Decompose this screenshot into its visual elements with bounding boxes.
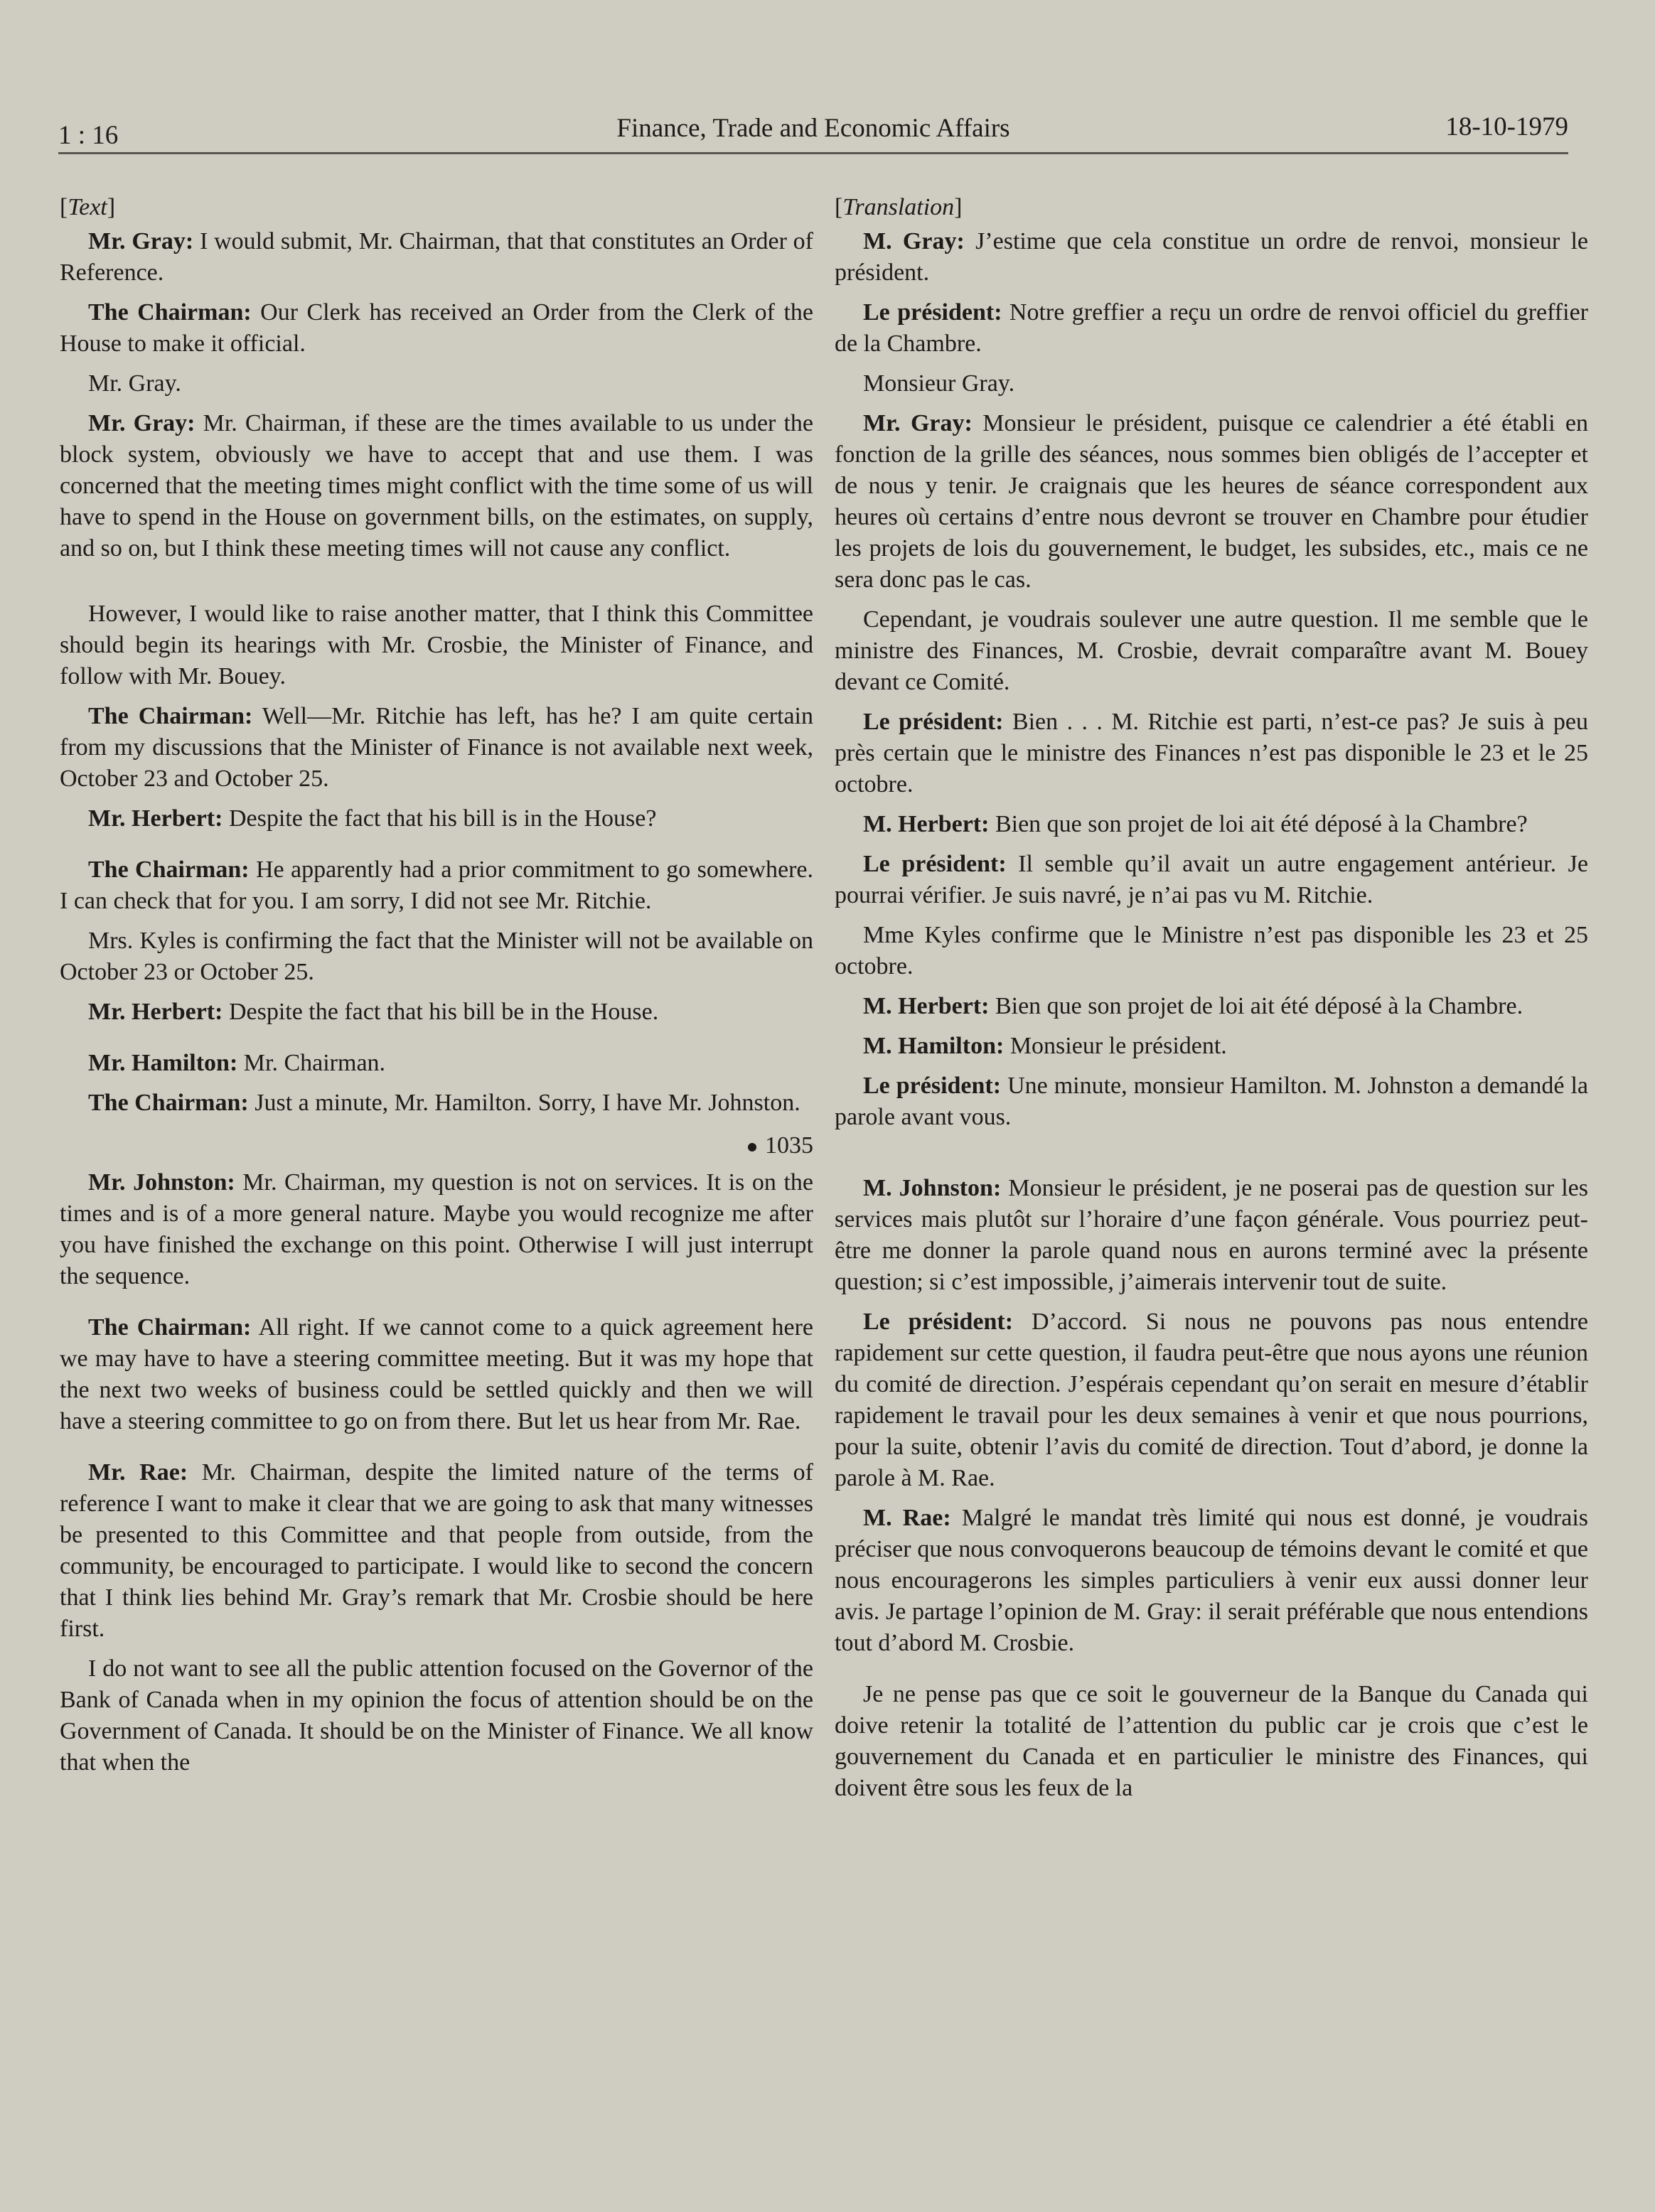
paragraph: Je ne pense pas que ce soit le gouverneur de la Banque du Canada qui doive retenir la totalité de l’attention du public car je crois que c’est le gouvernement du Canada et en particulier le ministre des Finances, qui doivent être sous les feux de la [835,1681,1588,1801]
speaker: M. Gray: [863,228,965,254]
page-header [58,112,1568,148]
paragraph: Mr. Gray. [88,370,181,397]
paragraph: Cependant, je voudrais soulever une autre question. Il me semble que le ministre des Finances, M. Crosbie, devrait comparaître avant M. Bouey devant ce Comité. [835,606,1588,695]
paragraph: Mr. Gray: Monsieur le président, puisque ce calendrier a été établi en fonction de la grille des séances, nous sommes bien obligés de l’accepter et de nous y tenir. Je craignais que les heures de séance correspondent aux heures où certains d’entre nous devront se trouver en Chambre pour étudier les projets de lois du gouvernement, le budget, les subsides, etc., mais ce ne sera donc pas le cas. [835,410,1589,593]
paragraph: M. Rae: Malgré le mandat très limité qui nous est donné, je voudrais préciser que nous convoquerons beaucoup de témoins devant le comité et que nous encouragerons les simples particuliers à venir eux aussi donner leur avis. Je partage l’opinion de M. Gray: il serait préférable que nous entendions tout d’abord M. Crosbie. [835,1505,1589,1656]
header-rule [58,152,1568,154]
paragraph: The Chairman: Well—Mr. Ritchie has left, has he? I am quite certain from my discussions that the Minister of Finance is not available next week, October 23 and October 25. [60,703,813,792]
time-marker: 1035 [60,1130,813,1161]
paragraph: The Chairman: All right. If we cannot come to a quick agreement here we may have to have a steering committee meeting. But it was my hope that the next two weeks of business could be settled quickly and then we will have a steering committee to go on from there. But let us hear from Mr. Rae. [60,1314,813,1434]
speaker: Mr. Herbert: [88,999,223,1025]
speaker: Le président: [863,1073,1002,1099]
paragraph: Mr. Johnston: Mr. Chairman, my question is not on services. It is on the times and is of a more general nature. Maybe you would recognize me after you have finished the exchange on this point. Otherwise I will just interrupt the sequence. [60,1169,813,1289]
speaker: Le président: [863,851,1007,877]
running-title: Finance, Trade and Economic Affairs [616,114,1010,143]
speaker: The Chairman: [88,299,252,326]
paragraph: Mrs. Kyles is confirming the fact that the Minister will not be available on October 23 or October 25. [60,928,813,985]
speaker: Mr. Gray: [88,228,194,254]
paragraph: Le président: Il semble qu’il avait un autre engagement antérieur. Je pourrai vérifier. Je suis navré, je n’ai pas vu M. Ritchie. [835,851,1589,908]
page-number: 1 : 16 [58,121,119,150]
paragraph: I do not want to see all the public attention focused on the Governor of the Bank of Canada when in my opinion the focus of attention should be on the Government of Canada. It should be on the Minister of Finance. We all know that when the [60,1655,813,1776]
speaker: M. Rae: [863,1505,951,1531]
speaker: Le président: [863,299,1002,326]
speaker: M. Herbert: [863,811,990,837]
paragraph: Le président: D’accord. Si nous ne pouvons pas nous entendre rapidement sur cette question, il faudra peut-être que nous ayons une réunion du comité de direction. J’espérais cependant qu’on serait en mesure d’établir rapidement le travail pour les deux semaines à venir et que nous pourrions, pour la suite, obtenir l’avis du comité de direction. Tout d’abord, je donne la parole à M. Rae. [835,1309,1588,1491]
paragraph: Mme Kyles confirme que le Ministre n’est pas disponible les 23 et 25 octobre. [835,922,1588,979]
paragraph: Mr. Rae: Mr. Chairman, despite the limited nature of the terms of reference I want to make it clear that we are going to ask that many witnesses be presented to this Committee and that people from outside, from the community, be encouraged to participate. I would like to second the concern that I think lies behind Mr. Gray’s remark that Mr. Crosbie should be here first. [60,1459,813,1642]
speaker: The Chairman: [88,1090,249,1116]
paragraph: Le président: Notre greffier a reçu un ordre de renvoi officiel du greffier de la Chambre. [835,299,1588,357]
speaker: Mr. Johnston: [88,1169,235,1196]
header-date: 18-10-1979 [1445,112,1568,141]
bullet-icon [748,1143,756,1151]
speaker: The Chairman: [88,857,250,883]
paragraph: Mr. Hamilton: Mr. Chairman. [88,1050,386,1076]
speaker: M. Hamilton: [863,1033,1005,1059]
paragraph: Mr. Gray: Mr. Chairman, if these are the times available to us under the block system, obviously we have to accept that and use them. I was concerned that the meeting times might conflict with the time some of us will have to spend in the House on government bills, on the estimates, on supply, and so on, but I think these meeting times will not cause any conflict. [60,410,813,562]
paragraph: The Chairman: Our Clerk has received an Order from the Clerk of the House to make it official. [60,299,814,357]
paragraph: M. Herbert: Bien que son projet de loi ait été déposé à la Chambre. [863,993,1523,1019]
speaker: The Chairman: [88,703,253,729]
paragraph: Le président: Une minute, monsieur Hamilton. M. Johnston a demandé la parole avant vous. [835,1073,1589,1130]
paragraph: However, I would like to raise another matter, that I think this Committee should begin its hearings with Mr. Crosbie, the Minister of Finance, and follow with Mr. Bouey. [60,601,813,689]
speaker: Le président: [863,709,1004,735]
speaker: The Chairman: [88,1314,252,1341]
paragraph: M. Herbert: Bien que son projet de loi ait été déposé à la Chambre? [863,811,1528,837]
paragraph: The Chairman: Just a minute, Mr. Hamilton. Sorry, I have Mr. Johnston. [88,1090,800,1116]
paragraph: M. Gray: J’estime que cela constitue un ordre de renvoi, monsieur le président. [835,228,1588,286]
french-column [835,192,1588,1813]
column-label: [Text] [60,194,116,220]
speaker: Mr. Rae: [88,1459,188,1486]
speaker: Le président: [863,1309,1014,1335]
english-column [60,192,813,1787]
paragraph: Le président: Bien . . . M. Ritchie est parti, n’est-ce pas? Je suis à peu près certain que le ministre des Finances n’est pas disponible le 23 et le 25 octobre. [835,709,1589,798]
paragraph: Mr. Gray: I would submit, Mr. Chairman, that that constitutes an Order of Reference. [60,228,813,286]
speaker: Mr. Gray: [88,410,196,436]
paragraph: Monsieur Gray. [863,370,1015,397]
speaker: Mr. Gray: [863,410,973,436]
paragraph: The Chairman: He apparently had a prior commitment to go somewhere. I can check that for you. I am sorry, I did not see Mr. Ritchie. [60,857,813,914]
paragraph: Mr. Herbert: Despite the fact that his bill is in the House? [88,805,657,832]
speaker: Mr. Hamilton: [88,1050,238,1076]
paragraph: M. Johnston: Monsieur le président, je ne poserai pas de question sur les services mais plutôt sur l’horaire d’une façon générale. Vous pourriez peut-être me donner la parole quand nous en aurons terminé avec la présente question; si c’est impossible, j’aimerais intervenir tout de suite. [835,1175,1589,1295]
speaker: Mr. Herbert: [88,805,223,832]
paragraph: Mr. Herbert: Despite the fact that his bill be in the House. [88,999,659,1025]
speaker: M. Johnston: [863,1175,1002,1201]
column-label: [Translation] [835,194,963,220]
paragraph: M. Hamilton: Monsieur le président. [863,1033,1227,1059]
speaker: M. Herbert: [863,993,990,1019]
